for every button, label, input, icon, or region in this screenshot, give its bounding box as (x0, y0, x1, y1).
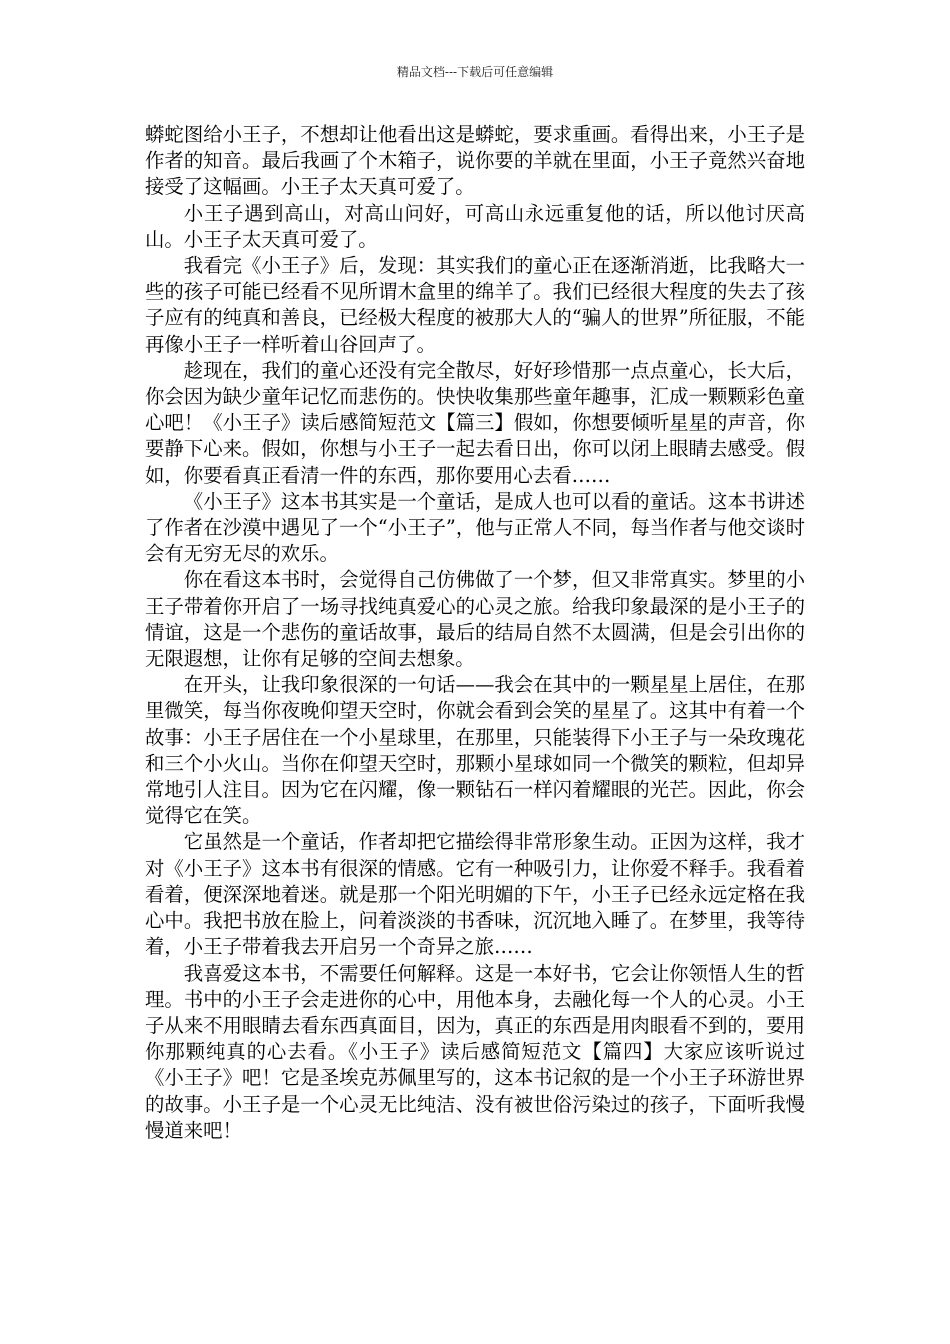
paragraph: 我看完《小王子》后，发现：其实我们的童心正在逐渐消逝，比我略大一些的孩子可能已经看不见所谓木盒里的绵羊了。我们已经很大程度的失去了孩子应有的纯真和善良，已经极大程度的被那大人的“骗人的世界”所征服，不能再像小王子一样听着山谷回声了。 (145, 254, 805, 356)
paragraph: 它虽然是一个童话，作者却把它描绘得非常形象生动。正因为这样，我才对《小王子》这本书有很深的情感。它有一种吸引力，让你爱不释手。我看着看着，便深深地着迷。就是那一个阳光明媚的下午，小王子已经永远定格在我心中。我把书放在脸上，问着淡淡的书香味，沉沉地入睡了。在梦里，我等待着，小王子带着我去开启另一个奇异之旅…… (145, 830, 805, 959)
paragraph: 在开头，让我印象很深的一句话——我会在其中的一颗星星上居住，在那里微笑，每当你夜晚仰望天空时，你就会看到会笑的星星了。这其中有着一个故事：小王子居住在一个小星球里，在那里，只能装得下小王子与一朵玫瑰花和三个小火山。当你在仰望天空时，那颗小星球如同一个微笑的颗粒，但却异常地引人注目。因为它在闪耀，像一颗钻石一样闪着耀眼的光芒。因此，你会觉得它在笑。 (145, 673, 805, 828)
document-body (145, 122, 805, 1144)
paragraph: 蟒蛇图给小王子，不想却让他看出这是蟒蛇，要求重画。看得出来，小王子是作者的知音。最后我画了个木箱子，说你要的羊就在里面，小王子竟然兴奋地接受了这幅画。小王子太天真可爱了。 (145, 123, 805, 199)
paragraph: 我喜爱这本书，不需要任何解释。这是一本好书，它会让你领悟人生的哲理。书中的小王子会走进你的心中，用他本身，去融化每一个人的心灵。小王子从来不用眼睛去看东西真面目，因为，真正的东西是用肉眼看不到的，要用你那颗纯真的心去看。《小王子》读后感简短范文【篇四】大家应该听说过《小王子》吧！它是圣埃克苏佩里写的，这本书记叙的是一个小王子环游世界的故事。小王子是一个心灵无比纯洁、没有被世俗污染过的孩子，下面听我慢慢道来吧！ (145, 961, 805, 1142)
paragraph: 你在看这本书时，会觉得自己仿佛做了一个梦，但又非常真实。梦里的小王子带着你开启了一场寻找纯真爱心的心灵之旅。给我印象最深的是小王子的情谊，这是一个悲伤的童话故事，最后的结局自然不太圆满，但是会引出你的无限遐想，让你有足够的空间去想象。 (145, 568, 805, 671)
page-header: 精品文档---下载后可任意编辑 (396, 65, 554, 79)
paragraph: 小王子遇到高山，对高山问好，可高山永远重复他的话，所以他讨厌高山。小王子太天真可爱了。 (145, 201, 805, 251)
paragraph: 《小王子》这本书其实是一个童话，是成人也可以看的童话。这本书讲述了作者在沙漠中遇见了一个“小王子”，他与正常人不同，每当作者与他交谈时会有无穷无尽的欢乐。 (145, 489, 805, 566)
paragraph: 趁现在，我们的童心还没有完全散尽，好好珍惜那一点点童心，长大后，你会因为缺少童年记忆而悲伤的。快快收集那些童年趣事，汇成一颗颗彩色童心吧！《小王子》读后感简短范文【篇三】假如，你想要倾听星星的声音，你要静下心来。假如，你想与小王子一起去看日出，你可以闭上眼睛去感受。假如，你要看真正看清一件的东西，那你要用心去看…… (145, 358, 805, 487)
